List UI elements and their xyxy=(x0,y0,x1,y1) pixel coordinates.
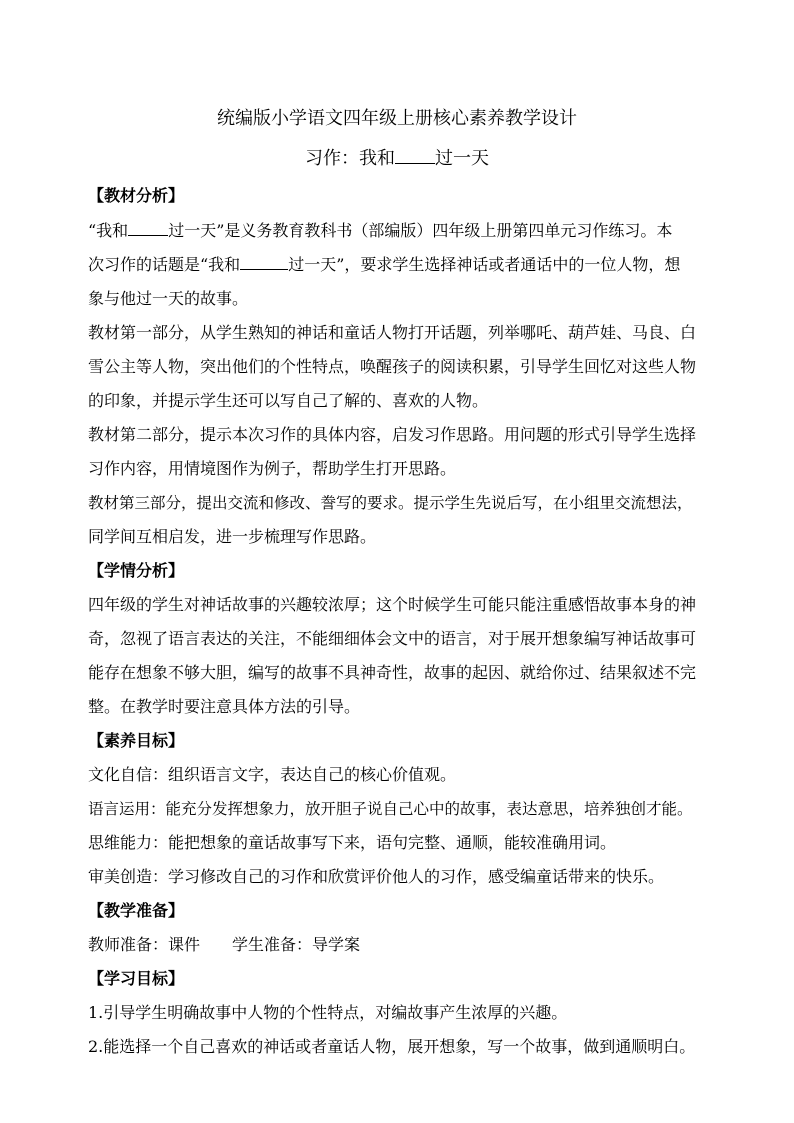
textbook-p2-line3: 的印象，并提示学生还可以写自己了解的、喜欢的人物。 xyxy=(88,391,489,410)
textbook-p4-line1: 教材第三部分，提出交流和修改、誊写的要求。提示学生先说后写，在小组里交流想法， xyxy=(88,494,693,512)
learner-line4: 整。在教学时要注意具体方法的引导。 xyxy=(88,697,361,716)
learner-line3: 能存在想象不够大胆，编写的故事不具神奇性，故事的起因、就给你过、结果叙述不完 xyxy=(88,663,697,682)
goals-line1: 1.引导学生明确故事中人物的个性特点，对编故事产生浓厚的兴趣。 xyxy=(88,1003,568,1022)
textbook-p4-line2: 同学间互相启发，进一步梳理写作思路。 xyxy=(88,527,377,546)
heading-learner-analysis: 【学情分析】 xyxy=(88,561,185,580)
learner-line1: 四年级的学生对神话故事的兴趣较浓厚；这个时候学生可能只能注重感悟故事本身的神 xyxy=(88,595,697,614)
textbook-p3-line2: 习作内容，用情境图作为例子，帮助学生打开思路。 xyxy=(88,459,457,478)
goals-line2: 2.能选择一个自己喜欢的神话或者童话人物，展开想象，写一个故事，做到通顺明白。 xyxy=(88,1037,696,1056)
textbook-p1-line1 xyxy=(88,219,672,243)
learner-line2: 奇，忽视了语言表达的关注，不能细细体会文中的语言，对于展开想象编写神话故事可 xyxy=(88,629,697,648)
subtitle-blank xyxy=(395,149,435,164)
literacy-line3: 思维能力：能把想象的童话故事写下来，语句完整、通顺，能较准确用词。 xyxy=(88,833,617,852)
textbook-p1-line1-a: “我和 xyxy=(88,221,129,240)
textbook-p1-line2-a: 次习作的话题是“我和 xyxy=(88,255,241,274)
heading-teaching-prep: 【教学准备】 xyxy=(88,901,185,920)
subtitle-suffix: 过一天 xyxy=(435,148,489,169)
textbook-p1-line2-b: 过一天”，要求学生选择神话或者通话中的一位人物，想 xyxy=(288,255,681,274)
textbook-p1-line1-b: 过一天”是义务教育教科书（部编版）四年级上册第四单元习作练习。本 xyxy=(168,221,673,240)
textbook-p1-line2 xyxy=(88,253,680,277)
textbook-p2-line1: 教材第一部分，从学生熟知的神话和童话人物打开话题，列举哪吒、葫芦娃、马良、白 xyxy=(88,323,697,342)
document-subtitle xyxy=(0,146,794,172)
literacy-line4: 审美创造：学习修改自己的习作和欣赏评价他人的习作，感受编童话带来的快乐。 xyxy=(88,867,665,886)
heading-literacy-goals: 【素养目标】 xyxy=(88,731,185,750)
textbook-p1-line3: 象与他过一天的故事。 xyxy=(88,289,249,308)
heading-learning-goals: 【学习目标】 xyxy=(88,969,185,988)
topic-blank xyxy=(128,221,168,236)
literacy-line2: 语言运用：能充分发挥想象力，放开胆子说自己心中的故事，表达意思，培养独创才能。 xyxy=(88,800,693,818)
heading-textbook-analysis: 【教材分析】 xyxy=(88,186,185,205)
textbook-p2-line2: 雪公主等人物，突出他们的个性特点，唤醒孩子的阅读积累，引导学生回忆对这些人物 xyxy=(88,357,697,376)
topic-blank-2 xyxy=(240,255,288,270)
subtitle-prefix: 习作：我和 xyxy=(305,148,395,169)
document-title: 统编版小学语文四年级上册核心素养教学设计 xyxy=(217,108,577,129)
literacy-line1: 文化自信：组织语言文字，表达自己的核心价值观。 xyxy=(88,765,457,784)
prep-line1: 教师准备：课件 学生准备：导学案 xyxy=(88,935,361,954)
textbook-p3-line1: 教材第二部分，提示本次习作的具体内容，启发习作思路。用问题的形式引导学生选择 xyxy=(88,425,697,444)
